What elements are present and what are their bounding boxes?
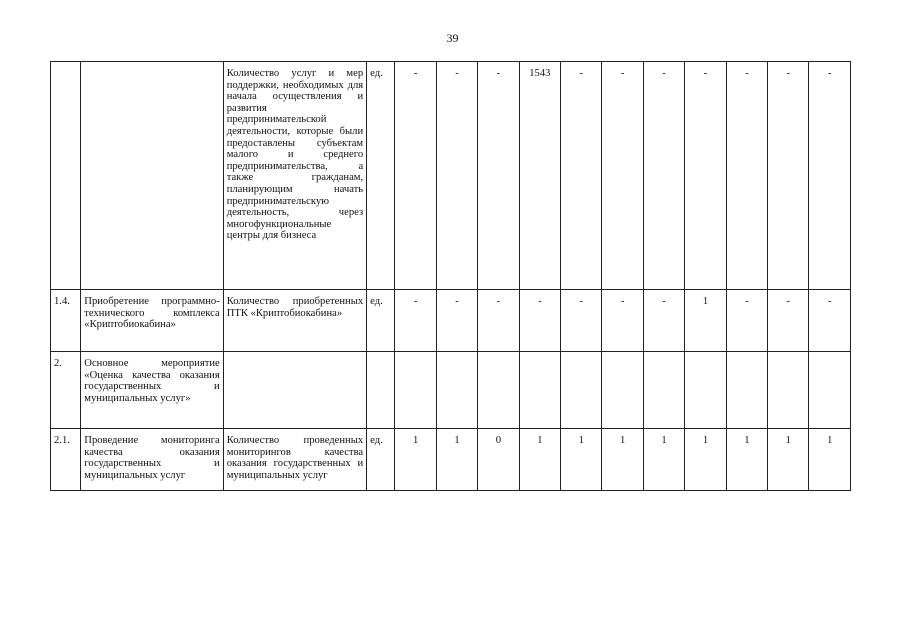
- value-cell: 1: [726, 429, 767, 491]
- value-cell: 1: [685, 429, 726, 491]
- indicator-name-cell: Количество услуг и мер поддержки, необходимых для начала осуществления и развития предпринимательской деятельности, которые были предоставлены субъектам малого и среднего предпринимательства, а также гражданам, планирующим начать предпринимательскую деятельность, через многофункциональные центры для бизнеса: [223, 62, 366, 290]
- row-number-cell: 1.4.: [51, 290, 81, 352]
- row-number-cell: 2.1.: [51, 429, 81, 491]
- unit-cell: ед.: [367, 62, 395, 290]
- value-cell: [561, 352, 602, 429]
- value-cell: -: [478, 290, 519, 352]
- indicator-name-cell: [223, 352, 366, 429]
- value-cell: 1: [685, 290, 726, 352]
- value-cell: 1: [436, 429, 477, 491]
- value-cell: 1543: [519, 62, 560, 290]
- table-row: [51, 429, 851, 491]
- value-cell: [726, 352, 767, 429]
- activity-name-cell: Основное мероприятие «Оценка качества оказания государственных и муниципальных услуг»: [81, 352, 223, 429]
- value-cell: [519, 352, 560, 429]
- value-cell: 1: [643, 429, 684, 491]
- value-cell: -: [726, 62, 767, 290]
- value-cell: -: [768, 290, 809, 352]
- value-cell: -: [643, 62, 684, 290]
- value-cell: [809, 352, 851, 429]
- activity-name-cell: Проведение мониторинга качества оказания государственных и муниципальных услуг: [81, 429, 223, 491]
- value-cell: [768, 352, 809, 429]
- activity-name-cell: [81, 62, 223, 290]
- value-cell: -: [768, 62, 809, 290]
- value-cell: 1: [809, 429, 851, 491]
- value-cell: [685, 352, 726, 429]
- value-cell: 1: [395, 429, 436, 491]
- value-cell: -: [561, 62, 602, 290]
- value-cell: [643, 352, 684, 429]
- value-cell: -: [602, 62, 643, 290]
- value-cell: 1: [519, 429, 560, 491]
- indicator-name-cell: Количество проведенных мониторингов качества оказания государственных и муниципальных услуг: [223, 429, 366, 491]
- value-cell: -: [685, 62, 726, 290]
- value-cell: -: [809, 62, 851, 290]
- value-cell: 1: [561, 429, 602, 491]
- page-number: 39: [446, 31, 459, 45]
- value-cell: [602, 352, 643, 429]
- unit-cell: ед.: [367, 290, 395, 352]
- table-row: [51, 62, 851, 290]
- value-cell: -: [395, 62, 436, 290]
- table-row: [51, 352, 851, 429]
- value-cell: 0: [478, 429, 519, 491]
- unit-cell: ед.: [367, 429, 395, 491]
- value-cell: -: [436, 62, 477, 290]
- value-cell: [436, 352, 477, 429]
- value-cell: -: [519, 290, 560, 352]
- row-number-cell: [51, 62, 81, 290]
- value-cell: -: [602, 290, 643, 352]
- value-cell: -: [395, 290, 436, 352]
- value-cell: -: [809, 290, 851, 352]
- row-number-cell: 2.: [51, 352, 81, 429]
- value-cell: [395, 352, 436, 429]
- value-cell: -: [561, 290, 602, 352]
- unit-cell: [367, 352, 395, 429]
- value-cell: -: [726, 290, 767, 352]
- indicators-table: [50, 61, 851, 491]
- table-row: [51, 290, 851, 352]
- activity-name-cell: Приобретение программно-технического комплекса «Криптобиокабина»: [81, 290, 223, 352]
- value-cell: -: [436, 290, 477, 352]
- indicator-name-cell: Количество приобретенных ПТК «Криптобиокабина»: [223, 290, 366, 352]
- value-cell: -: [478, 62, 519, 290]
- value-cell: 1: [768, 429, 809, 491]
- value-cell: [478, 352, 519, 429]
- value-cell: -: [643, 290, 684, 352]
- value-cell: 1: [602, 429, 643, 491]
